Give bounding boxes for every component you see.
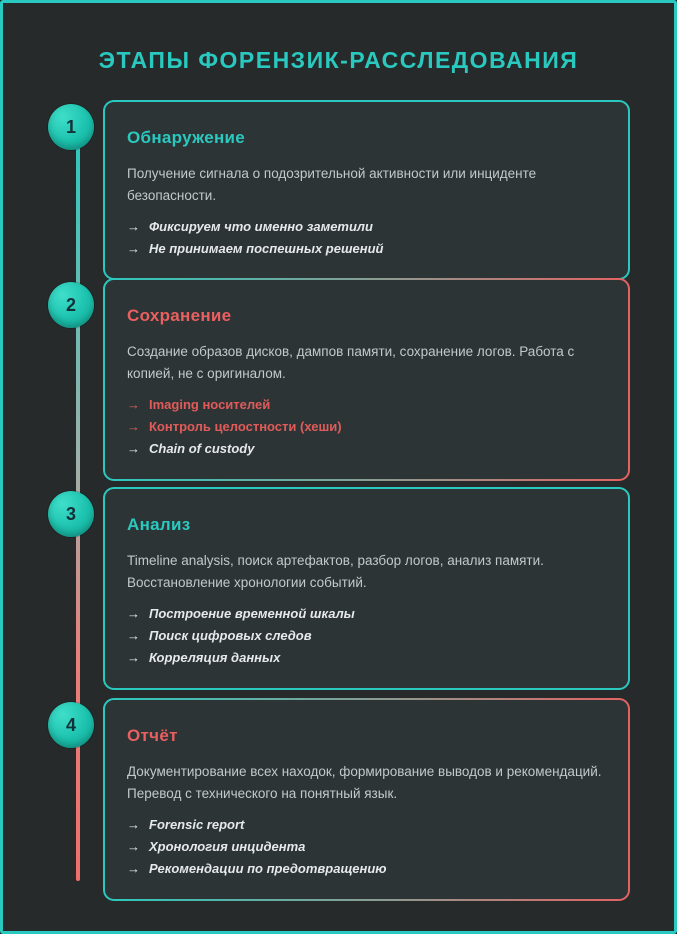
arrow-icon: → — [127, 861, 140, 877]
bullet-text: Рекомендации по предотвращению — [149, 861, 387, 877]
bullet-item — [127, 603, 604, 625]
stage-title: Отчёт — [127, 726, 178, 745]
bullet-item — [127, 216, 604, 238]
bullet-text: Forensic report — [149, 816, 245, 832]
bullet-list — [127, 394, 604, 461]
stage-number: 1 — [65, 116, 76, 137]
arrow-icon: → — [127, 441, 140, 457]
bullet-item — [127, 647, 604, 669]
bullet-text: Контроль целостности (хеши) — [149, 419, 342, 435]
stage-number-badge — [48, 702, 94, 748]
stage-description: Получение сигнала о подозрительной активности или инциденте безопасности. — [127, 166, 537, 203]
stage-number-badge — [48, 104, 94, 150]
arrow-icon: → — [127, 816, 140, 832]
bullet-list — [127, 216, 604, 261]
stage-card-body — [105, 489, 628, 688]
stage-card — [103, 487, 630, 690]
stage-description: Создание образов дисков, дампов памяти, сохранение логов. Работа с копией, не с оригиналом. — [127, 344, 575, 381]
stage-number-badge — [48, 282, 94, 328]
arrow-icon: → — [127, 241, 140, 257]
bullet-text: Не принимаем поспешных решений — [149, 241, 384, 257]
stage-card — [103, 698, 630, 901]
stage-item — [3, 698, 674, 901]
stage-item — [3, 100, 674, 280]
stage-item — [3, 487, 674, 690]
bullet-text: Построение временной шкалы — [149, 605, 355, 621]
stage-title: Анализ — [127, 515, 191, 534]
stage-description: Timeline analysis, поиск артефактов, разбор логов, анализ памяти. Восстановление хронологии событий. — [127, 553, 544, 590]
stage-card-body — [105, 280, 628, 479]
bullet-text: Chain of custody — [149, 441, 255, 457]
stage-number-badge — [48, 491, 94, 537]
bullet-text: Хронология инцидента — [149, 839, 306, 855]
stage-card-body — [105, 102, 628, 278]
stage-title: Обнаружение — [127, 128, 246, 147]
arrow-icon: → — [127, 605, 140, 621]
bullet-item — [127, 858, 604, 880]
bullet-item — [127, 836, 604, 858]
stage-number: 2 — [65, 294, 76, 315]
bullet-item — [127, 625, 604, 647]
bullet-list — [127, 603, 604, 670]
bullet-item — [127, 238, 604, 260]
bullet-text: Корреляция данных — [149, 650, 281, 666]
arrow-icon: → — [127, 628, 140, 644]
bullet-list — [127, 814, 604, 881]
stage-item — [3, 278, 674, 481]
arrow-icon: → — [127, 218, 140, 234]
stage-card — [103, 100, 630, 280]
stage-number: 3 — [65, 503, 76, 524]
stage-description: Документирование всех находок, формирование выводов и рекомендаций. Перевод с технического на понятный язык. — [127, 764, 602, 801]
bullet-item — [127, 416, 604, 438]
bullet-text: Поиск цифровых следов — [149, 628, 312, 644]
stage-title: Сохранение — [127, 306, 232, 325]
stage-card-body — [105, 700, 628, 899]
arrow-icon: → — [127, 839, 140, 855]
arrow-icon: → — [127, 419, 140, 435]
bullet-item — [127, 814, 604, 836]
arrow-icon: → — [127, 650, 140, 666]
bullet-item — [127, 438, 604, 460]
page-title: ЭТАПЫ ФОРЕНЗИК-РАССЛЕДОВАНИЯ — [98, 47, 579, 73]
stage-number: 4 — [65, 714, 76, 735]
arrow-icon: → — [127, 396, 140, 412]
bullet-text: Фиксируем что именно заметили — [149, 218, 373, 234]
bullet-text: Imaging носителей — [149, 396, 271, 412]
bullet-item — [127, 394, 604, 416]
stage-card — [103, 278, 630, 481]
